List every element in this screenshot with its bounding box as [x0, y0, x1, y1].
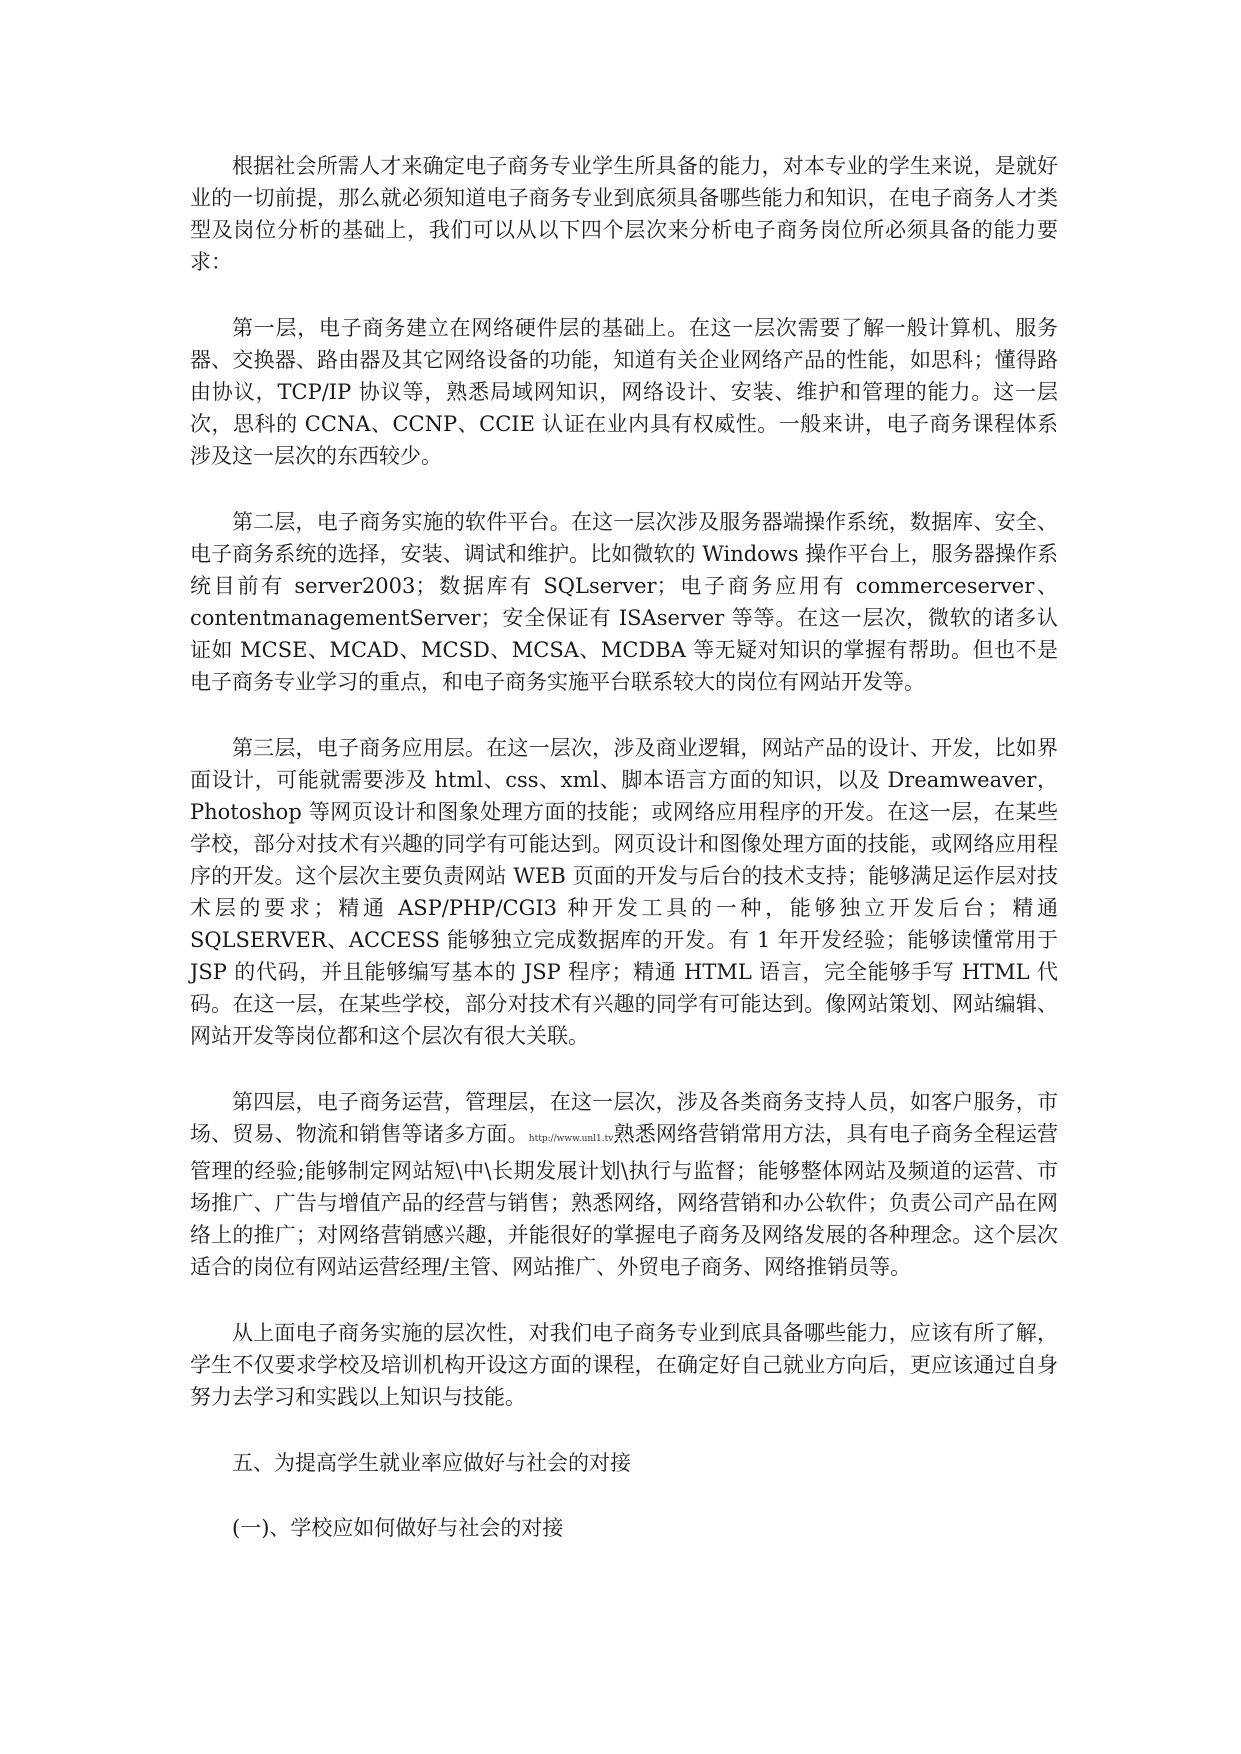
layer-4-text-before: 第四层，电子商务运营，管理层，在这一层次，涉及各类商务支持人员，如客户服务，市场、贸易、物流和销售等诸多方面。 — [190, 1090, 1058, 1146]
document-body — [190, 150, 1058, 1577]
subsection-heading: (一)、学校应如何做好与社会的对接 — [232, 1516, 564, 1540]
paragraph-layer-2: 第二层，电子商务实施的软件平台。在这一层次涉及服务器端操作系统，数据库、安全、电子商务系统的选择，安装、调试和维护。比如微软的 Windows 操作平台上，服务器操作系统目前有 server2003；数据库有 SQLserver；电子商务应用有 commerceserver、contentmanagementServer；安全保证有 ISAserver 等等。在这一层次，微软的诸多认证如 MCSE、MCAD、MCSD、MCSA、MCDBA 等无疑对知识的掌握有帮助。但也不是电子商务专业学习的重点，和电子商务实施平台联系较大的岗位有网站开发等。 — [190, 510, 1058, 694]
paragraph-layer-3: 第三层，电子商务应用层。在这一层次，涉及商业逻辑，网站产品的设计、开发，比如界面设计，可能就需要涉及 html、css、xml、脚本语言方面的知识，以及 Dreamweaver，Photoshop 等网页设计和图象处理方面的技能；或网络应用程序的开发。在这一层，在某些学校，部分对技术有兴趣的同学有可能达到。网页设计和图像处理方面的技能，或网络应用程序的开发。这个层次主要负责网站 WEB 页面的开发与后台的技术支持；能够满足运作层对技术层的要求；精通 ASP/PHP/CGI3 种开发工具的一种，能够独立开发后台；精通 SQLSERVER、ACCESS 能够独立完成数据库的开发。有 1 年开发经验；能够读懂常用于 JSP 的代码，并且能够编写基本的 JSP 程序；精通 HTML 语言，完全能够手写 HTML 代码。在这一层，在某些学校，部分对技术有兴趣的同学有可能达到。像网站策划、网站编辑、网站开发等岗位都和这个层次有很大关联。 — [190, 736, 1058, 1048]
paragraph-summary: 从上面电子商务实施的层次性，对我们电子商务专业到底具备哪些能力，应该有所了解，学生不仅要求学校及培训机构开设这方面的课程，在确定好自己就业方向后，更应该通过自身努力去学习和实践以上知识与技能。 — [190, 1321, 1058, 1409]
paragraph-layer-1: 第一层，电子商务建立在网络硬件层的基础上。在这一层次需要了解一般计算机、服务器、交换器、路由器及其它网络设备的功能，知道有关企业网络产品的性能，如思科；懂得路由协议，TCP/IP 协议等，熟悉局域网知识，网络设计、安装、维护和管理的能力。这一层次，思科的 CCNA、CCNP、CCIE 认证在业内具有权威性。一般来讲，电子商务课程体系涉及这一层次的东西较少。 — [190, 316, 1058, 468]
layer-4-text-after: 熟悉网络营销常用方法，具有电子商务全程运营管理的经验;能够制定网站短\中\长期发展计划\执行与监督；能够整体网站及频道的运营、市场推广、广告与增值产品的经营与销售；熟悉网络，网络营销和办公软件；负责公司产品在网络上的推广；对网络营销感兴趣，并能很好的掌握电子商务及网络发展的各种理念。这个层次适合的岗位有网站运营经理/主管、网站推广、外贸电子商务、网络推销员等。 — [190, 1122, 1059, 1279]
inline-url-note: http://www.unl1.tv — [528, 1134, 614, 1144]
paragraph-intro: 根据社会所需人才来确定电子商务专业学生所具备的能力，对本专业的学生来说，是就好业的一切前提，那么就必须知道电子商务专业到底须具备哪些能力和知识，在电子商务人才类型及岗位分析的基础上，我们可以从以下四个层次来分析电子商务岗位所必须具备的能力要求： — [190, 154, 1058, 274]
section-heading: 五、为提高学生就业率应做好与社会的对接 — [232, 1451, 631, 1475]
paragraph-layer-4 — [190, 1086, 1058, 1283]
